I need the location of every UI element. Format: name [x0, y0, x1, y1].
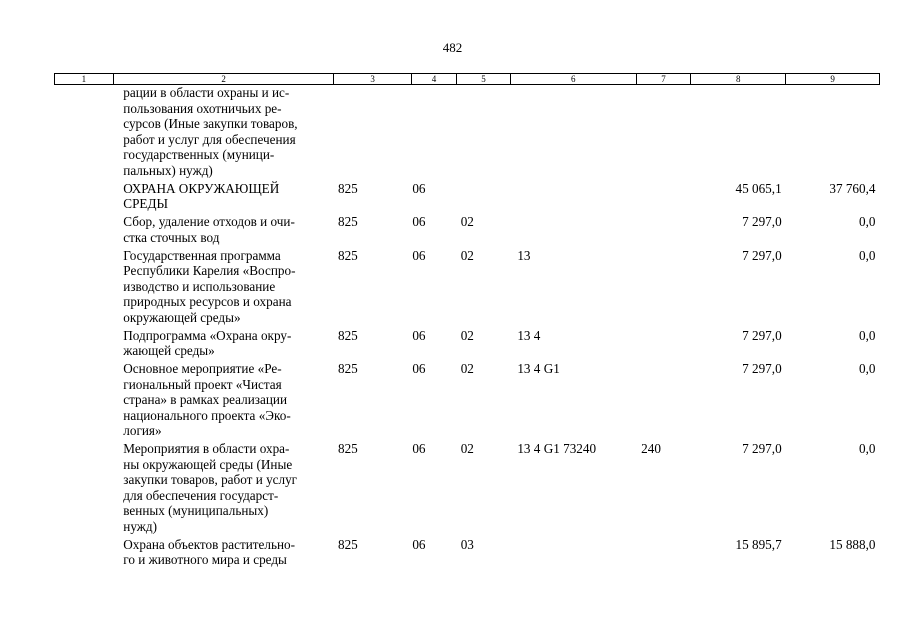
code-expense-type — [636, 212, 691, 246]
code-admin — [334, 85, 411, 179]
budget-table — [54, 73, 880, 568]
code-target: 13 4 — [517, 327, 541, 343]
amount-col-8: 7 297,0 — [742, 247, 782, 263]
row-name — [113, 439, 334, 535]
amount-col-8: 45 065,1 — [735, 180, 782, 196]
code-subsection: 02 — [460, 441, 474, 456]
column-header: 9 — [786, 74, 880, 85]
row-name-line: гиональный проект «Чистая — [123, 376, 282, 392]
cell-1 — [55, 439, 114, 535]
cell-1 — [55, 245, 114, 325]
column-number-header — [55, 74, 880, 85]
cell-1 — [55, 85, 114, 179]
row-name-line: работ и услуг для обеспечения — [123, 131, 296, 147]
row-name-line: окружающей среды» — [123, 309, 241, 325]
code-subsection: 02 — [460, 361, 474, 376]
code-subsection: 02 — [460, 214, 474, 229]
row-name-line: Основное мероприятие «Ре- — [123, 361, 282, 376]
amount-col-9: 0,0 — [859, 247, 876, 263]
row-name-line: Республики Карелия «Воспро- — [123, 263, 296, 278]
row-name — [113, 359, 334, 439]
row-name-line: жающей среды» — [123, 343, 215, 358]
row-name-line: природных ресурсов и охрана — [123, 294, 292, 309]
column-header: 3 — [334, 74, 411, 85]
code-target — [510, 178, 636, 212]
column-header: 1 — [55, 74, 114, 85]
row-name-line: пальных) нужд) — [123, 162, 213, 178]
row-name-line: СРЕДЫ — [123, 196, 168, 211]
code-admin: 825 — [337, 361, 358, 376]
code-target — [510, 85, 636, 179]
code-section: 06 — [412, 327, 426, 343]
code-expense-type — [636, 178, 691, 212]
code-section — [411, 85, 456, 179]
row-name-line: ОХРАНА ОКРУЖАЮЩЕЙ — [123, 180, 280, 196]
code-expense-type — [636, 325, 691, 359]
code-admin: 825 — [337, 214, 358, 229]
row-name-line: закупки товаров, работ и услуг — [123, 472, 298, 487]
row-name — [113, 212, 334, 246]
amount-col-9: 0,0 — [859, 327, 876, 343]
code-expense-type: 240 — [641, 441, 661, 456]
code-section: 06 — [412, 214, 426, 229]
code-expense-type — [636, 359, 691, 439]
code-expense-type — [636, 245, 691, 325]
table-row — [55, 212, 880, 246]
amount-col-8: 7 297,0 — [742, 327, 782, 343]
amount-col-9 — [786, 85, 880, 179]
row-name — [113, 325, 334, 359]
column-header: 6 — [510, 74, 636, 85]
amount-col-9: 37 760,4 — [829, 180, 876, 196]
code-target — [510, 212, 636, 246]
cell-1 — [55, 359, 114, 439]
row-name-line: рации в области охраны и ис- — [123, 85, 290, 100]
code-target: 13 4 G1 — [517, 361, 560, 376]
table-body — [55, 85, 880, 568]
row-name-line: страна» в рамках реализации — [123, 392, 288, 407]
table-row — [55, 439, 880, 535]
code-admin: 825 — [337, 441, 358, 456]
code-target — [510, 534, 636, 568]
amount-col-8: 7 297,0 — [742, 441, 782, 456]
row-name-line: ны окружающей среды (Иные — [123, 456, 293, 472]
row-name-line: Сбор, удаление отходов и очи- — [123, 214, 295, 229]
row-name-line: национального проекта «Эко- — [123, 407, 291, 423]
table-row — [55, 85, 880, 179]
cell-1 — [55, 178, 114, 212]
table-row — [55, 178, 880, 212]
amount-col-8: 7 297,0 — [742, 214, 782, 229]
cell-1 — [55, 534, 114, 568]
code-target: 13 4 G1 73240 — [517, 441, 597, 456]
cell-1 — [55, 325, 114, 359]
code-admin: 825 — [337, 247, 358, 263]
row-name — [113, 534, 334, 568]
row-name-line: Подпрограмма «Охрана окру- — [123, 327, 292, 343]
column-header: 5 — [457, 74, 511, 85]
row-name-line: нужд) — [123, 518, 157, 534]
row-name-line: логия» — [123, 423, 162, 438]
row-name-line: стка сточных вод — [123, 229, 220, 245]
row-name — [113, 245, 334, 325]
code-subsection — [457, 85, 511, 179]
code-subsection — [457, 178, 511, 212]
row-name-line: государственных (муници- — [123, 147, 275, 162]
code-admin: 825 — [337, 327, 358, 343]
code-section: 06 — [412, 361, 426, 376]
row-name — [113, 85, 334, 179]
page-number: 482 — [442, 40, 463, 55]
amount-col-8 — [691, 85, 786, 179]
code-subsection: 03 — [460, 536, 474, 552]
row-name-line: пользования охотничьих ре- — [123, 100, 282, 116]
row-name-line: венных (муниципальных) — [123, 503, 269, 518]
row-name-line: для обеспечения государст- — [123, 487, 279, 503]
cell-1 — [55, 212, 114, 246]
column-header: 2 — [113, 74, 334, 85]
column-header: 4 — [411, 74, 456, 85]
code-section: 06 — [412, 536, 426, 552]
code-section: 06 — [412, 247, 426, 263]
row-name-line: го и животного мира и среды — [123, 552, 287, 567]
table-row — [55, 534, 880, 568]
code-subsection: 02 — [460, 327, 474, 343]
code-subsection: 02 — [460, 247, 474, 263]
row-name-line: Мероприятия в области охра- — [123, 441, 290, 456]
code-admin: 825 — [337, 180, 358, 196]
code-expense-type — [636, 534, 691, 568]
table-row — [55, 359, 880, 439]
code-expense-type — [636, 85, 691, 179]
amount-col-9: 0,0 — [859, 441, 876, 456]
column-header: 7 — [636, 74, 691, 85]
table-row — [55, 325, 880, 359]
column-header: 8 — [691, 74, 786, 85]
code-admin: 825 — [337, 536, 358, 552]
code-section: 06 — [412, 441, 426, 456]
amount-col-9: 0,0 — [859, 214, 876, 229]
row-name-line: Государственная программа — [123, 247, 281, 263]
table-row — [55, 245, 880, 325]
amount-col-9: 0,0 — [859, 361, 876, 376]
code-target: 13 — [517, 247, 531, 263]
row-name-line: изводство и использование — [123, 278, 276, 294]
row-name — [113, 178, 334, 212]
row-name-line: сурсов (Иные закупки товаров, — [123, 116, 298, 131]
row-name-line: Охрана объектов растительно- — [123, 536, 296, 552]
amount-col-9: 15 888,0 — [829, 536, 876, 552]
amount-col-8: 15 895,7 — [735, 536, 782, 552]
code-section: 06 — [412, 180, 426, 196]
amount-col-8: 7 297,0 — [742, 361, 782, 376]
